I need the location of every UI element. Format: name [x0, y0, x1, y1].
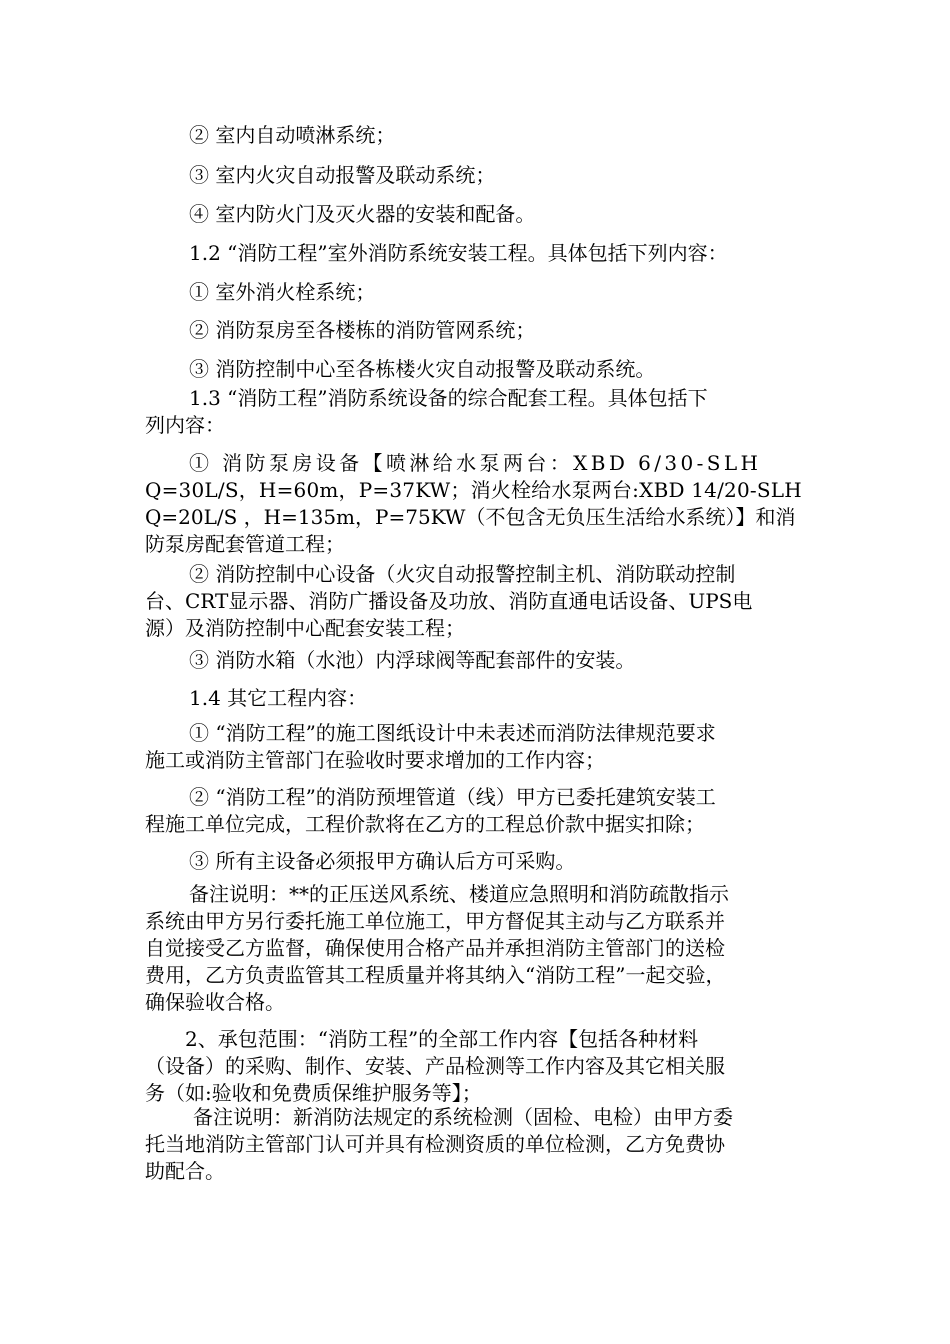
section-1-2-heading: 1.2 “消防工程”室外消防系统安装工程。具体包括下列内容：: [189, 241, 728, 265]
item-equipment-approval: ③ 所有主设备必须报甲方确认后方可采购。: [189, 849, 576, 873]
item-outdoor-hydrant: ① 室外消火栓系统；: [189, 280, 376, 304]
item-additional-work: ① “消防工程”的施工图纸设计中未表述而消防法律规范要求 施工或消防主管部门在验收时要求增加的工作内容；: [145, 721, 716, 772]
item-control-center-alarm: ③ 消防控制中心至各栋楼火灾自动报警及联动系统。: [189, 357, 656, 381]
remark-paragraph-2: 备注说明：新消防法规定的系统检测（固检、电检）由甲方委 托当地消防主管部门认可并具有检测资质的单位检测，乙方免费协 助配合。: [145, 1105, 733, 1183]
item-control-center-equipment: ② 消防控制中心设备（火灾自动报警控制主机、消防联动控制 台、CRT显示器、消防广播设备及功放、消防直通电话设备、UPS电 源）及消防控制中心配套安装工程；: [145, 562, 753, 640]
item-indoor-sprinkler: ② 室内自动喷淋系统；: [189, 123, 396, 147]
item-indoor-fire-doors: ④ 室内防火门及灭火器的安装和配备。: [189, 202, 536, 226]
remark-paragraph-1: 备注说明：**的正压送风系统、楼道应急照明和消防疏散指示 系统由甲方另行委托施工单位施工，甲方督促其主动与乙方联系并 自觉接受乙方监督，确保使用合格产品并承担消防主管部门的送检 费用，乙方负责监管其工程质量并将其纳入“消防工程”一起交验， 确保验收合格。: [145, 882, 729, 1014]
item-indoor-fire-alarm: ③ 室内火灾自动报警及联动系统；: [189, 163, 496, 187]
item-embedded-pipelines: ② “消防工程”的消防预埋管道（线）甲方已委托建筑安装工 程施工单位完成，工程价款将在乙方的工程总价款中据实扣除；: [145, 785, 716, 836]
item-pump-room-equipment: ① 消防泵房设备【喷淋给水泵两台：XBD 6/30-SLH Q=30L/S，H=60m，P=37KW；消火栓给水泵两台:XBD 14/20-SLH Q=20L/S ，H=135m，P=75KW（不包含无负压生活给水系统）】和消 防泵房配套管道工程；: [145, 451, 802, 556]
section-2-scope: 2、承包范围：“消防工程”的全部工作内容【包括各种材料 （设备）的采购、制作、安装、产品检测等工作内容及其它相关服 务（如:验收和免费质保维护服务等】；: [145, 1027, 725, 1105]
item-pump-room-pipe-network: ② 消防泵房至各楼栋的消防管网系统；: [189, 318, 536, 342]
item-water-tank-valves: ③ 消防水箱（水池）内浮球阀等配套部件的安装。: [189, 648, 636, 672]
section-1-3-paragraph: 1.3 “消防工程”消防系统设备的综合配套工程。具体包括下 列内容：: [145, 386, 708, 437]
section-1-4-heading: 1.4 其它工程内容：: [189, 686, 368, 710]
